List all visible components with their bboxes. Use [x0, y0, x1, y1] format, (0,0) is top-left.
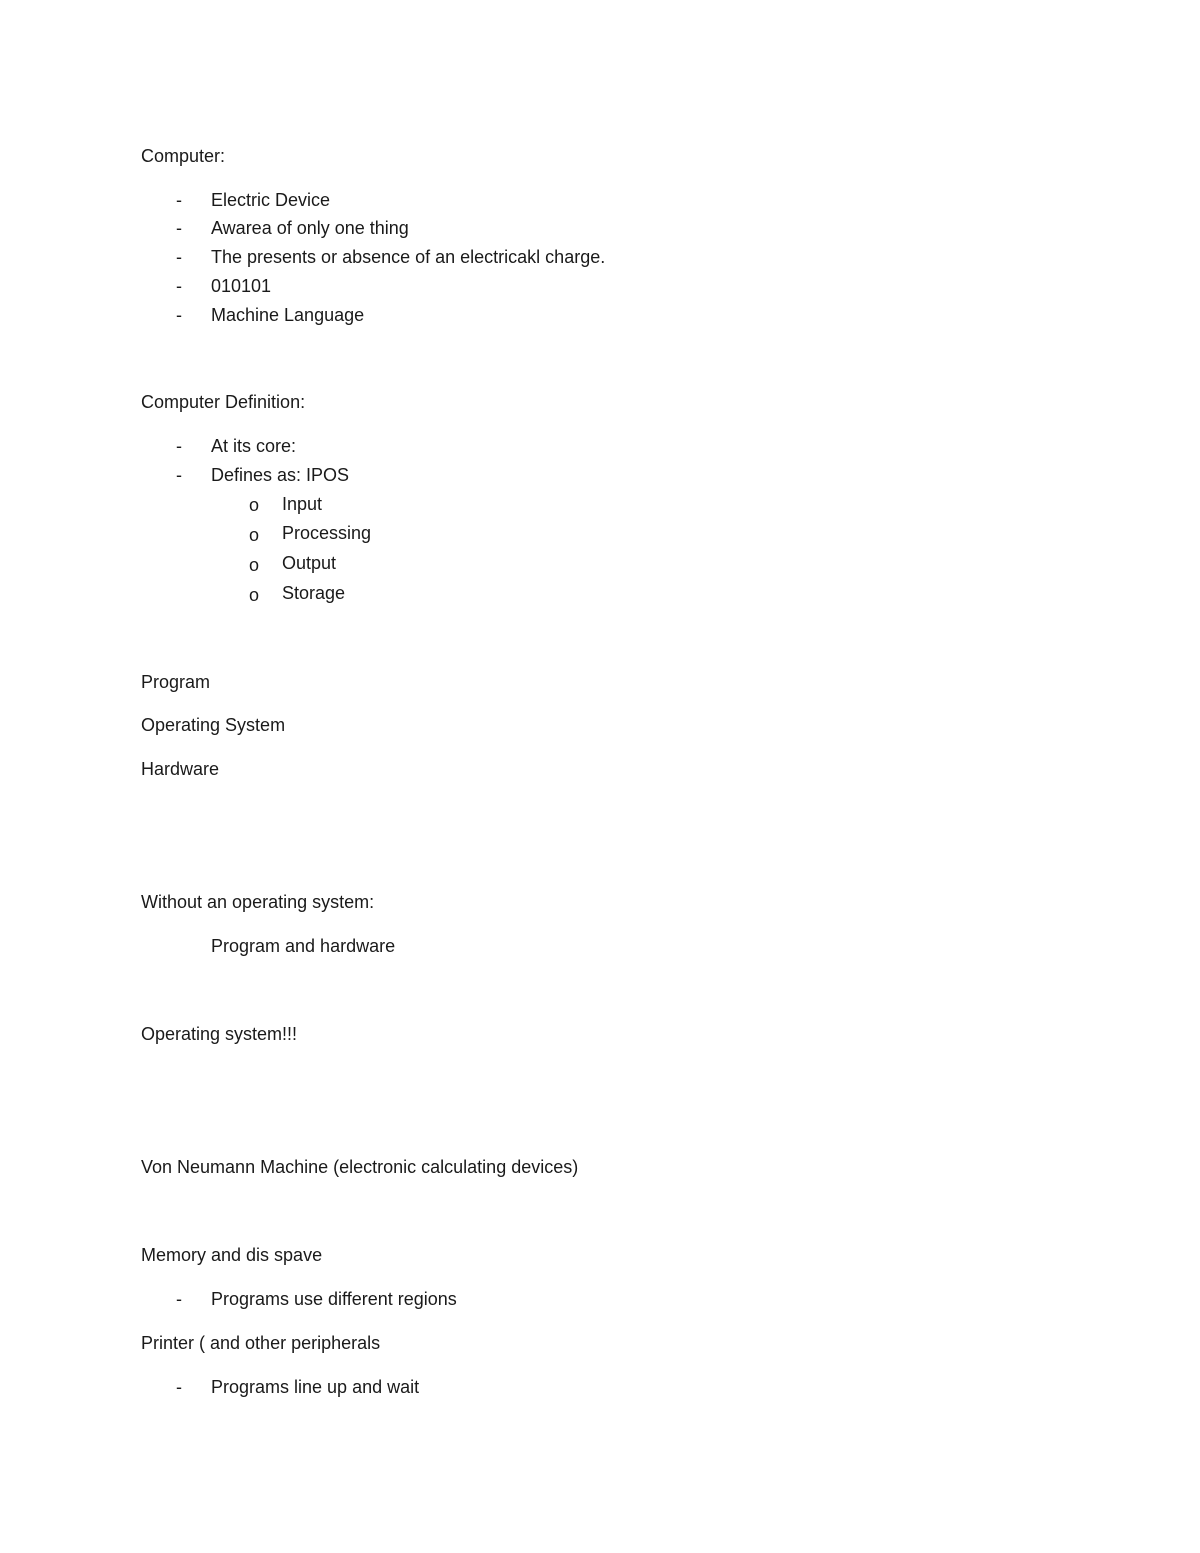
list-item-text: Programs line up and wait	[211, 1377, 420, 1397]
operating-system-exclaim: Operating system!!!	[141, 1024, 298, 1044]
dash-bullet: -	[176, 1377, 182, 1397]
list-item-text: Programs use different regions	[211, 1289, 457, 1309]
list-item-text: Processing	[282, 523, 372, 543]
list-item-text: 010101	[211, 276, 272, 296]
list-item-text: Output	[282, 553, 337, 573]
dash-bullet: -	[176, 247, 182, 267]
heading-computer: Computer:	[141, 146, 226, 166]
list-item-text: Storage	[282, 583, 346, 603]
heading-computer-definition: Computer Definition:	[141, 392, 306, 412]
circle-bullet: o	[249, 555, 260, 575]
dash-bullet: -	[176, 465, 182, 485]
heading-printer: Printer ( and other peripherals	[141, 1333, 381, 1353]
list-item-text: Machine Language	[211, 305, 365, 325]
heading-memory: Memory and dis spave	[141, 1245, 323, 1265]
list-item-text: Input	[282, 494, 323, 514]
list-item-text: Electric Device	[211, 190, 331, 210]
dash-bullet: -	[176, 305, 182, 325]
dash-bullet: -	[176, 218, 182, 238]
circle-bullet: o	[249, 585, 260, 605]
dash-bullet: -	[176, 190, 182, 210]
list-item-text: Awarea of only one thing	[211, 218, 409, 238]
list-item-text: At its core:	[211, 436, 297, 456]
term-program: Program	[141, 672, 211, 692]
without-os-text: Program and hardware	[211, 936, 396, 956]
circle-bullet: o	[249, 495, 260, 515]
list-item-text: Defines as: IPOS	[211, 465, 350, 485]
von-neumann-line: Von Neumann Machine (electronic calculating devices)	[141, 1157, 579, 1177]
heading-without-os: Without an operating system:	[141, 892, 375, 912]
dash-bullet: -	[176, 436, 182, 456]
term-operating-system: Operating System	[141, 715, 286, 735]
circle-bullet: o	[249, 525, 260, 545]
list-item-text: The presents or absence of an electricakl charge.	[211, 247, 606, 267]
dash-bullet: -	[176, 1289, 182, 1309]
dash-bullet: -	[176, 276, 182, 296]
term-hardware: Hardware	[141, 759, 220, 779]
